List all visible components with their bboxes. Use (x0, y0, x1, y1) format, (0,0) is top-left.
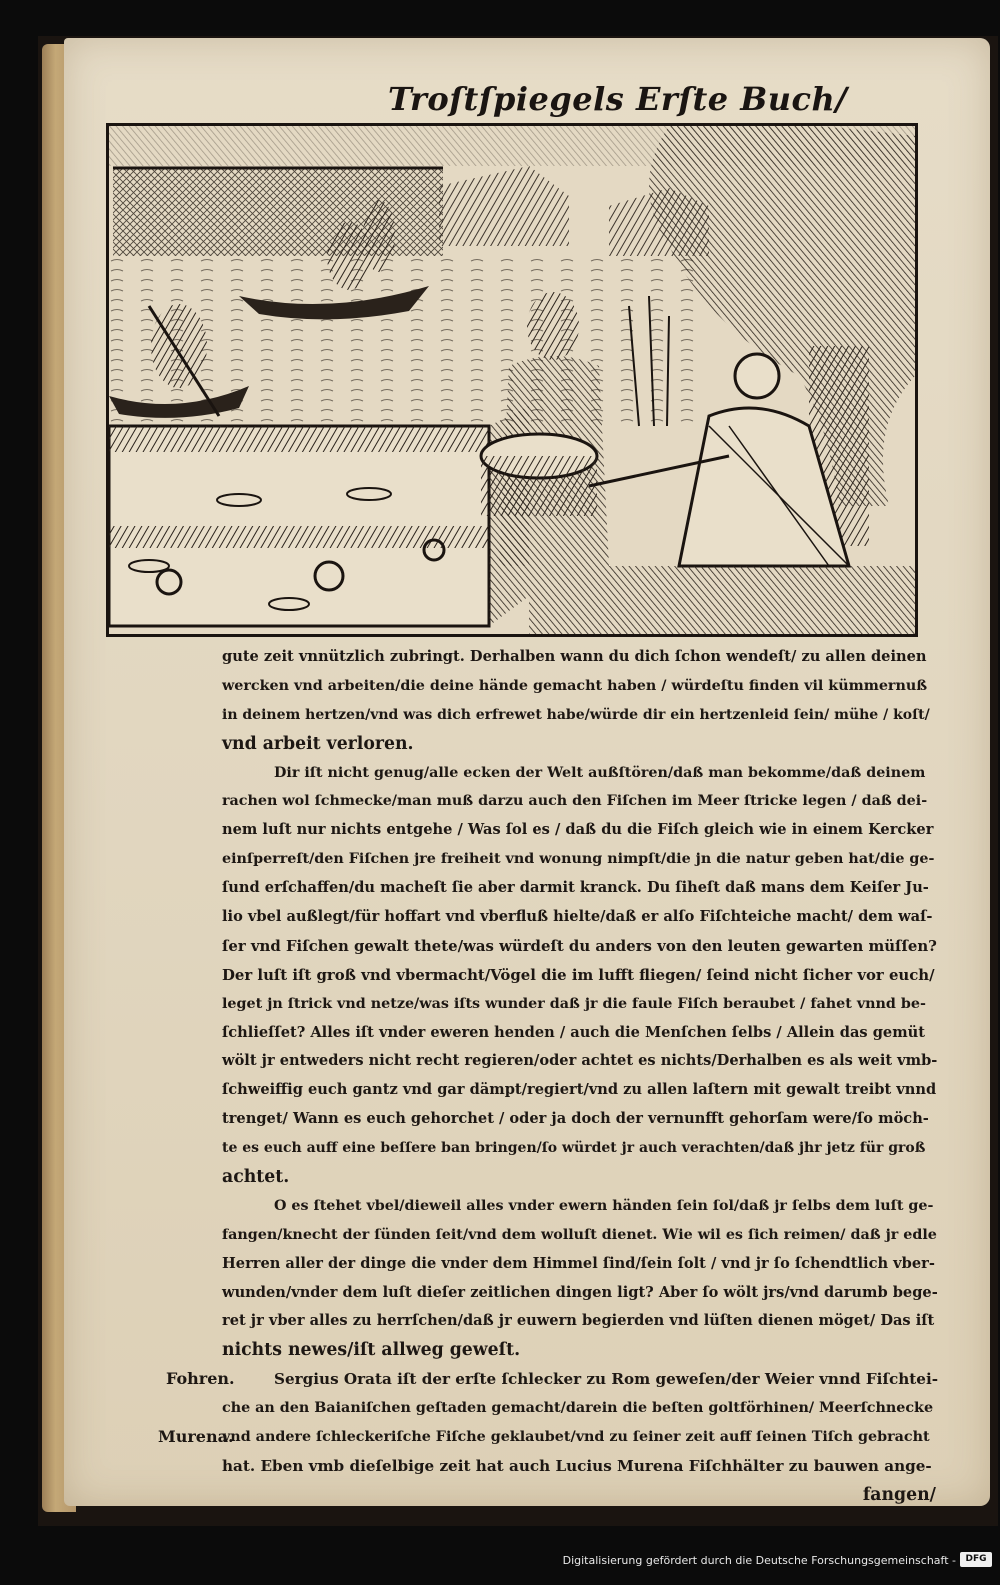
text-line: Dir iſt nicht genug/alle ecken der Welt außſtören/daß man bekomme/daß deinem (274, 764, 926, 781)
text-line: ſchweiffig euch gantz vnd gar dämpt/regiert/vnd zu allen laſtern mit gewalt treibt vnnd (222, 1081, 937, 1099)
text-line: Der luſt iſt groß vnd vbermacht/Vögel die im lufft fliegen/ ſeind nicht ſicher vor euch/ (222, 965, 935, 984)
text-line: che an den Baianiſchen geſtaden gemacht/darein die beſten goltförhinen/ Meerſchnecke (222, 1400, 934, 1417)
text-line: leget jn ſtrick vnd netze/was iſts wunder daß jr die faule Fiſch beraubet / fahet vnnd be- (222, 995, 926, 1012)
text-line: ſund erſchaffen/du macheſt ſie aber darmit kranck. Du ſiheſt daß mans dem Keiſer Ju- (222, 879, 929, 897)
text-line: Sergius Orata iſt der erſte ſchlecker zu Rom geweſen/der Weier vnnd Fiſchtei- (274, 1370, 939, 1389)
text-line: einſperreſt/den Fiſchen jre freiheit vnd wonung nimpſt/die jn die natur geben hat/die ge- (222, 851, 935, 868)
text-line: hat. Eben vmb dieſelbige zeit hat auch Lucius Murena Fiſchhälter zu bauwen ange- (222, 1456, 932, 1475)
text-line: ſer vnd Fiſchen gewalt thete/was würdeſt du anders von den leuten gewarten müſſen? (222, 936, 937, 955)
margin-note-sergius: Fohren. (166, 1369, 235, 1388)
margin-note-murena: Murena. (158, 1427, 234, 1446)
text-line: achtet. (222, 1167, 290, 1188)
text-line: trenget/ Wann es euch gehorchet / oder ja doch der vernunfft gehorſam were/ſo möch- (222, 1110, 929, 1128)
text-line: O es ſtehet vbel/dieweil alles vnder ewern händen ſein ſol/daß jr ſelbs dem luſt ge- (274, 1197, 934, 1214)
text-line: vnd arbeit verloren. (222, 733, 414, 754)
text-line: gute zeit vnnützlich zubringt. Derhalben wann du dich ſchon wendeſt/ zu allen deinen (222, 648, 927, 665)
running-head: Troſtſpiegels Erſte Buch/ (388, 80, 848, 118)
text-line: in deinem hertzen/vnd was dich erfrewet habe/würde dir ein hertzenleid ſein/ mühe / koſt/ (222, 706, 930, 723)
text-line: wunden/vnder dem luſt dieſer zeitlichen dingen ligt? Aber ſo wölt jrs/vnd darumb bege- (222, 1283, 938, 1301)
text-line: lio vbel außlegt/für hoffart vnd vberfluß hielte/daß er alſo Fiſchteiche macht/ dem waſ- (222, 908, 933, 926)
footer-credit: Digitalisierung gefördert durch die Deutsche Forschungsgemeinschaft - (562, 1554, 956, 1567)
text-line: ret jr vber alles zu herrſchen/daß jr euwern begierden vnd lüſten dienen möget/ Das iſt (222, 1312, 935, 1330)
text-line: rachen wol ſchmecke/man muß darzu auch den Fiſchen im Meer ſtricke legen / daß dei- (222, 793, 928, 810)
dfg-logo: DFG (960, 1552, 992, 1567)
text-line: Herren aller der dinge die vnder dem Himmel ſind/ſein ſolt / vnd jr ſo ſchendtlich vber- (222, 1254, 935, 1272)
text-line: fangen/knecht der ſünden ſeit/vnd dem wolluſt dienet. Wie wil es ſich reimen/ daß jr edle (222, 1226, 937, 1243)
text-line: fangen/ (862, 1484, 936, 1505)
text-line: wercken vnd arbeiten/die deine hände gemacht haben / würdeſtu finden vil kümmernuß (222, 677, 928, 694)
text-line: vnd andere ſchleckeriſche Fiſche geklaubet/vnd zu ſeiner zeit auff ſeinen Tiſch gebracht (222, 1429, 930, 1446)
text-line: nem luſt nur nichts entgehe / Was ſol es / daß du die Fiſch gleich wie in einem Kercker (222, 821, 934, 839)
body-text (222, 643, 938, 1510)
text-line: ſchlieſſet? Alles iſt vnder eweren henden / auch die Menſchen ſelbs / Allein das gemüt (222, 1023, 925, 1041)
text-line: te es euch auff eine beſſere ban bringen/ſo würdet jr auch verachten/daß jhr jetz für groß (222, 1140, 926, 1157)
text-line: nichts newes/iſt allweg geweſt. (222, 1340, 521, 1361)
text-line: wölt jr entweders nicht recht regieren/oder achtet es nichts/Derhalben es als weit vmb- (222, 1052, 938, 1070)
woodcut-illustration (106, 123, 918, 637)
woodcut-fishing-scene-icon (109, 126, 915, 634)
